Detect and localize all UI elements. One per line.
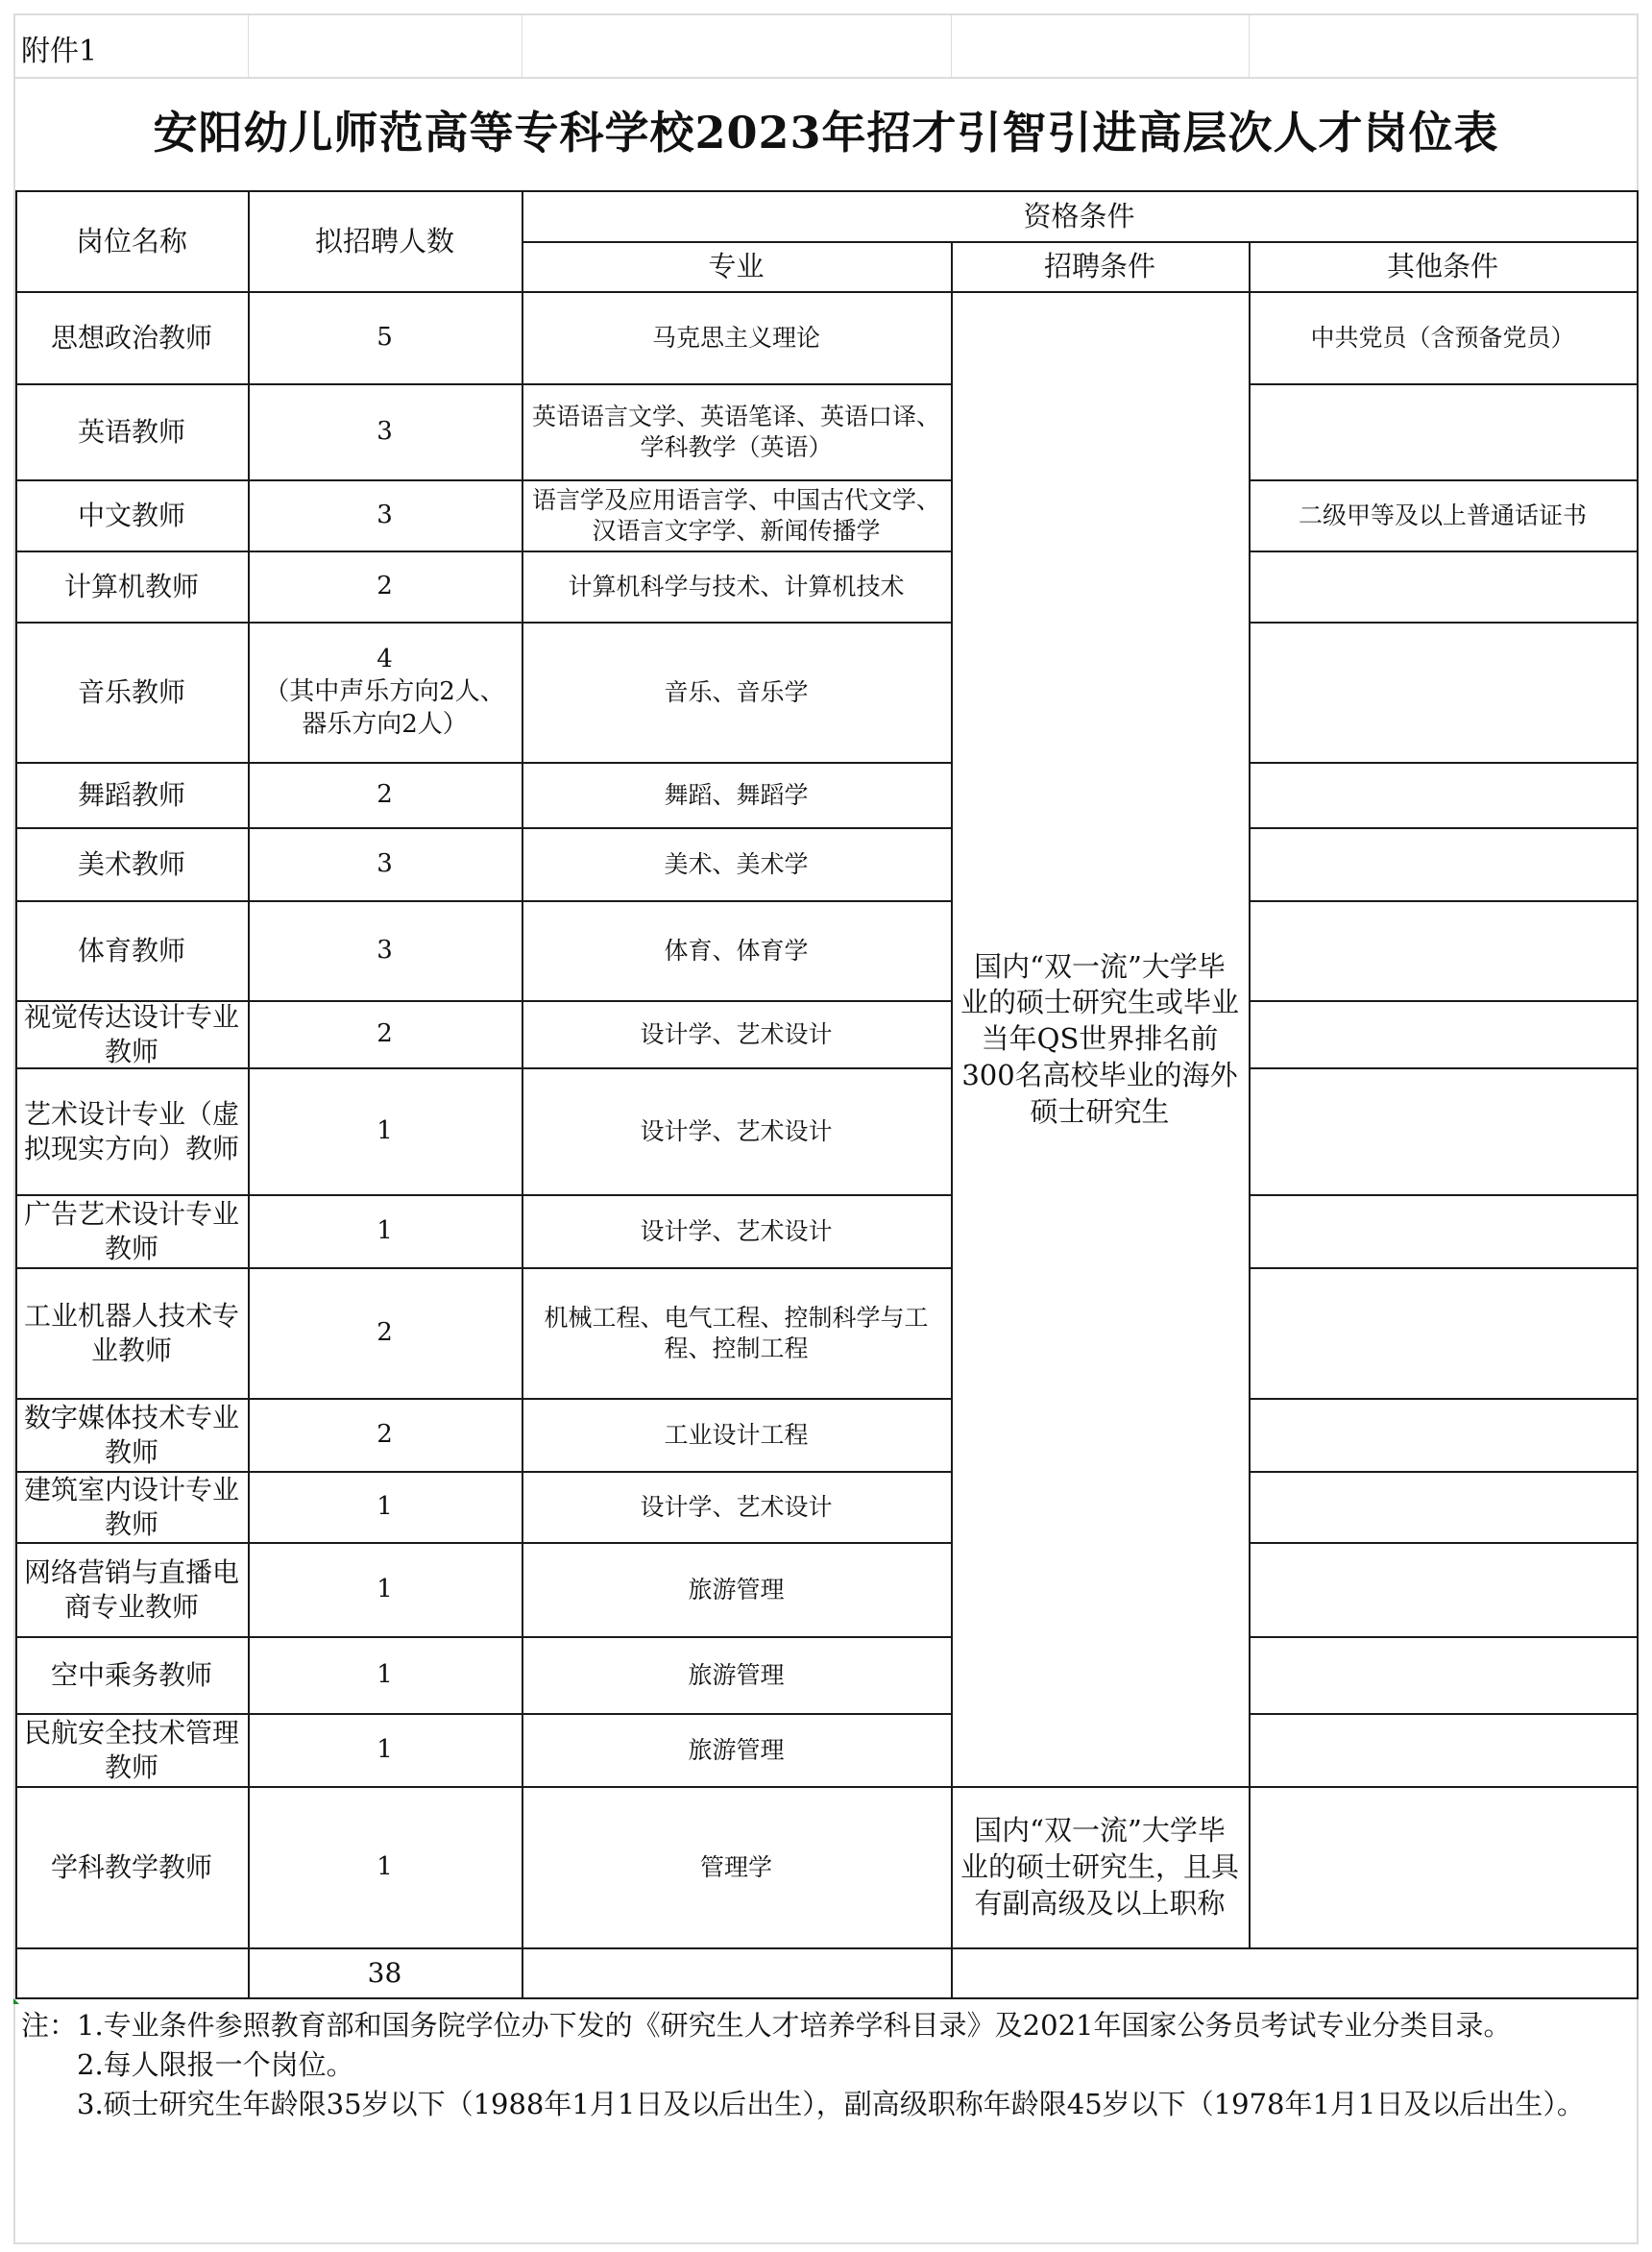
position-name: 广告艺术设计专业教师 [23,1197,239,1264]
note-3: 3.硕士研究生年龄限35岁以下（1988年1月1日及以后出生），副高级职称年龄限45岁以下（1978年1月1日及以后出生）。 [77,2088,1585,2121]
position-name: 美术教师 [77,847,185,880]
header-major: 专业 [708,250,765,283]
recruit-count: 1 [377,1852,393,1882]
position-name: 网络营销与直播电商专业教师 [23,1555,239,1623]
recruit-count: 2 [377,1019,393,1049]
recruit-count: 1 [377,1735,393,1765]
other-condition [1249,1399,1637,1472]
header-qualifications: 资格条件 [1023,200,1135,233]
other-condition [1249,1001,1637,1068]
major: 设计学、艺术设计 [640,1216,833,1245]
selection-corner-marker [13,1998,19,2004]
other-condition [1249,763,1637,828]
major: 旅游管理 [688,1735,785,1764]
position-name: 体育教师 [77,934,185,967]
major: 英语语言文学、英语笔译、英语口译、学科教学（英语） [531,402,940,461]
notes [21,2006,1635,2125]
position-name: 思想政治教师 [50,321,212,354]
major: 工业设计工程 [664,1420,809,1449]
major: 设计学、艺术设计 [640,1492,833,1521]
major: 旅游管理 [688,1660,785,1689]
header-recruit-conditions: 招聘条件 [1043,250,1155,283]
recruit-count: 3 [377,417,393,447]
major: 旅游管理 [688,1575,785,1603]
recruit-count: 1 [377,1492,393,1522]
attachment-label: 附件1 [21,35,98,68]
other-condition [1249,1268,1637,1399]
other-condition [1249,623,1637,763]
other-condition [1249,1195,1637,1268]
position-name: 艺术设计专业（虚拟现实方向）教师 [23,1097,239,1164]
position-name: 计算机教师 [63,570,199,602]
recruit-count: 3 [377,501,393,530]
recruit-count: 2 [377,780,393,810]
major: 舞蹈、舞蹈学 [664,780,809,809]
other-condition [1249,1472,1637,1543]
recruit-count: 1 [377,1575,393,1604]
recruit-count: 2 [377,1318,393,1348]
recruit-count: 2 [377,572,393,601]
table-border [1637,190,1639,1998]
major: 设计学、艺术设计 [640,1116,833,1145]
recruit-count: 1 [377,1660,393,1690]
sheet-gridline [1249,13,1250,77]
major: 管理学 [699,1852,772,1881]
position-name: 音乐教师 [77,675,185,708]
page-title: 安阳幼儿师范高等专科学校2023年招才引智引进高层次人才岗位表 [153,107,1499,159]
position-name: 舞蹈教师 [77,778,185,811]
position-name: 英语教师 [77,415,185,448]
major: 音乐、音乐学 [664,677,809,706]
major: 语言学及应用语言学、中国古代文学、汉语言文字学、新闻传播学 [531,485,940,545]
position-name: 空中乘务教师 [50,1658,212,1691]
other-condition [1249,384,1637,480]
table-border [951,242,953,1998]
other-condition [1249,901,1637,1001]
position-name: 视觉传达设计专业教师 [23,1000,239,1067]
major: 设计学、艺术设计 [640,1019,833,1048]
total-count: 38 [367,1956,402,1989]
other-condition [1249,1787,1637,1948]
sheet-gridline [248,13,249,77]
recruit-count: 3 [377,936,393,966]
recruit-count: 3 [377,849,393,879]
recruit-count: 2 [377,1420,393,1450]
other-condition [1249,828,1637,901]
major: 体育、体育学 [664,936,809,965]
other-condition: 中共党员（含预备党员） [1310,323,1575,352]
recruit-condition-subject-teacher: 国内“双一流”大学毕业的硕士研究生，且具有副高级及以上职称 [960,1814,1240,1920]
position-name: 中文教师 [77,499,185,531]
position-name: 工业机器人技术专业教师 [23,1299,239,1366]
header-count: 拟招聘人数 [314,225,454,258]
position-name: 民航安全技术管理教师 [23,1716,239,1783]
sheet-gridline [13,2242,1639,2244]
position-name: 学科教学教师 [50,1850,212,1883]
header-other-conditions: 其他条件 [1386,250,1498,283]
major: 美术、美术学 [664,849,809,878]
recruit-count: 1 [377,1216,393,1246]
position-name: 建筑室内设计专业教师 [23,1473,239,1540]
sheet-gridline [951,13,952,77]
recruit-count: 4 （其中声乐方向2人、器乐方向2人） [264,645,505,739]
header-position: 岗位名称 [75,225,187,258]
position-name: 数字媒体技术专业教师 [23,1401,239,1468]
major: 马克思主义理论 [651,323,820,352]
other-condition [1249,1637,1637,1714]
note-1: 注：1.专业条件参照教育部和国务院学位办下发的《研究生人才培养学科目录》及2021年国家公务员考试专业分类目录。 [21,2009,1512,2042]
recruit-count: 1 [377,1116,393,1146]
other-condition [1249,1714,1637,1787]
recruit-count: 5 [377,323,393,353]
major: 计算机科学与技术、计算机技术 [568,572,905,600]
other-condition [1249,1068,1637,1195]
sheet-gridline [13,13,1639,15]
other-condition [1249,1543,1637,1637]
note-2: 2.每人限报一个岗位。 [77,2048,354,2082]
recruit-condition-merged: 国内“双一流”大学毕业的硕士研究生或毕业当年QS世界排名前300名高校毕业的海外硕士研究生 [960,949,1240,1128]
major: 机械工程、电气工程、控制科学与工程、控制工程 [544,1303,929,1362]
other-condition [1249,551,1637,623]
other-condition: 二级甲等及以上普通话证书 [1298,501,1587,529]
